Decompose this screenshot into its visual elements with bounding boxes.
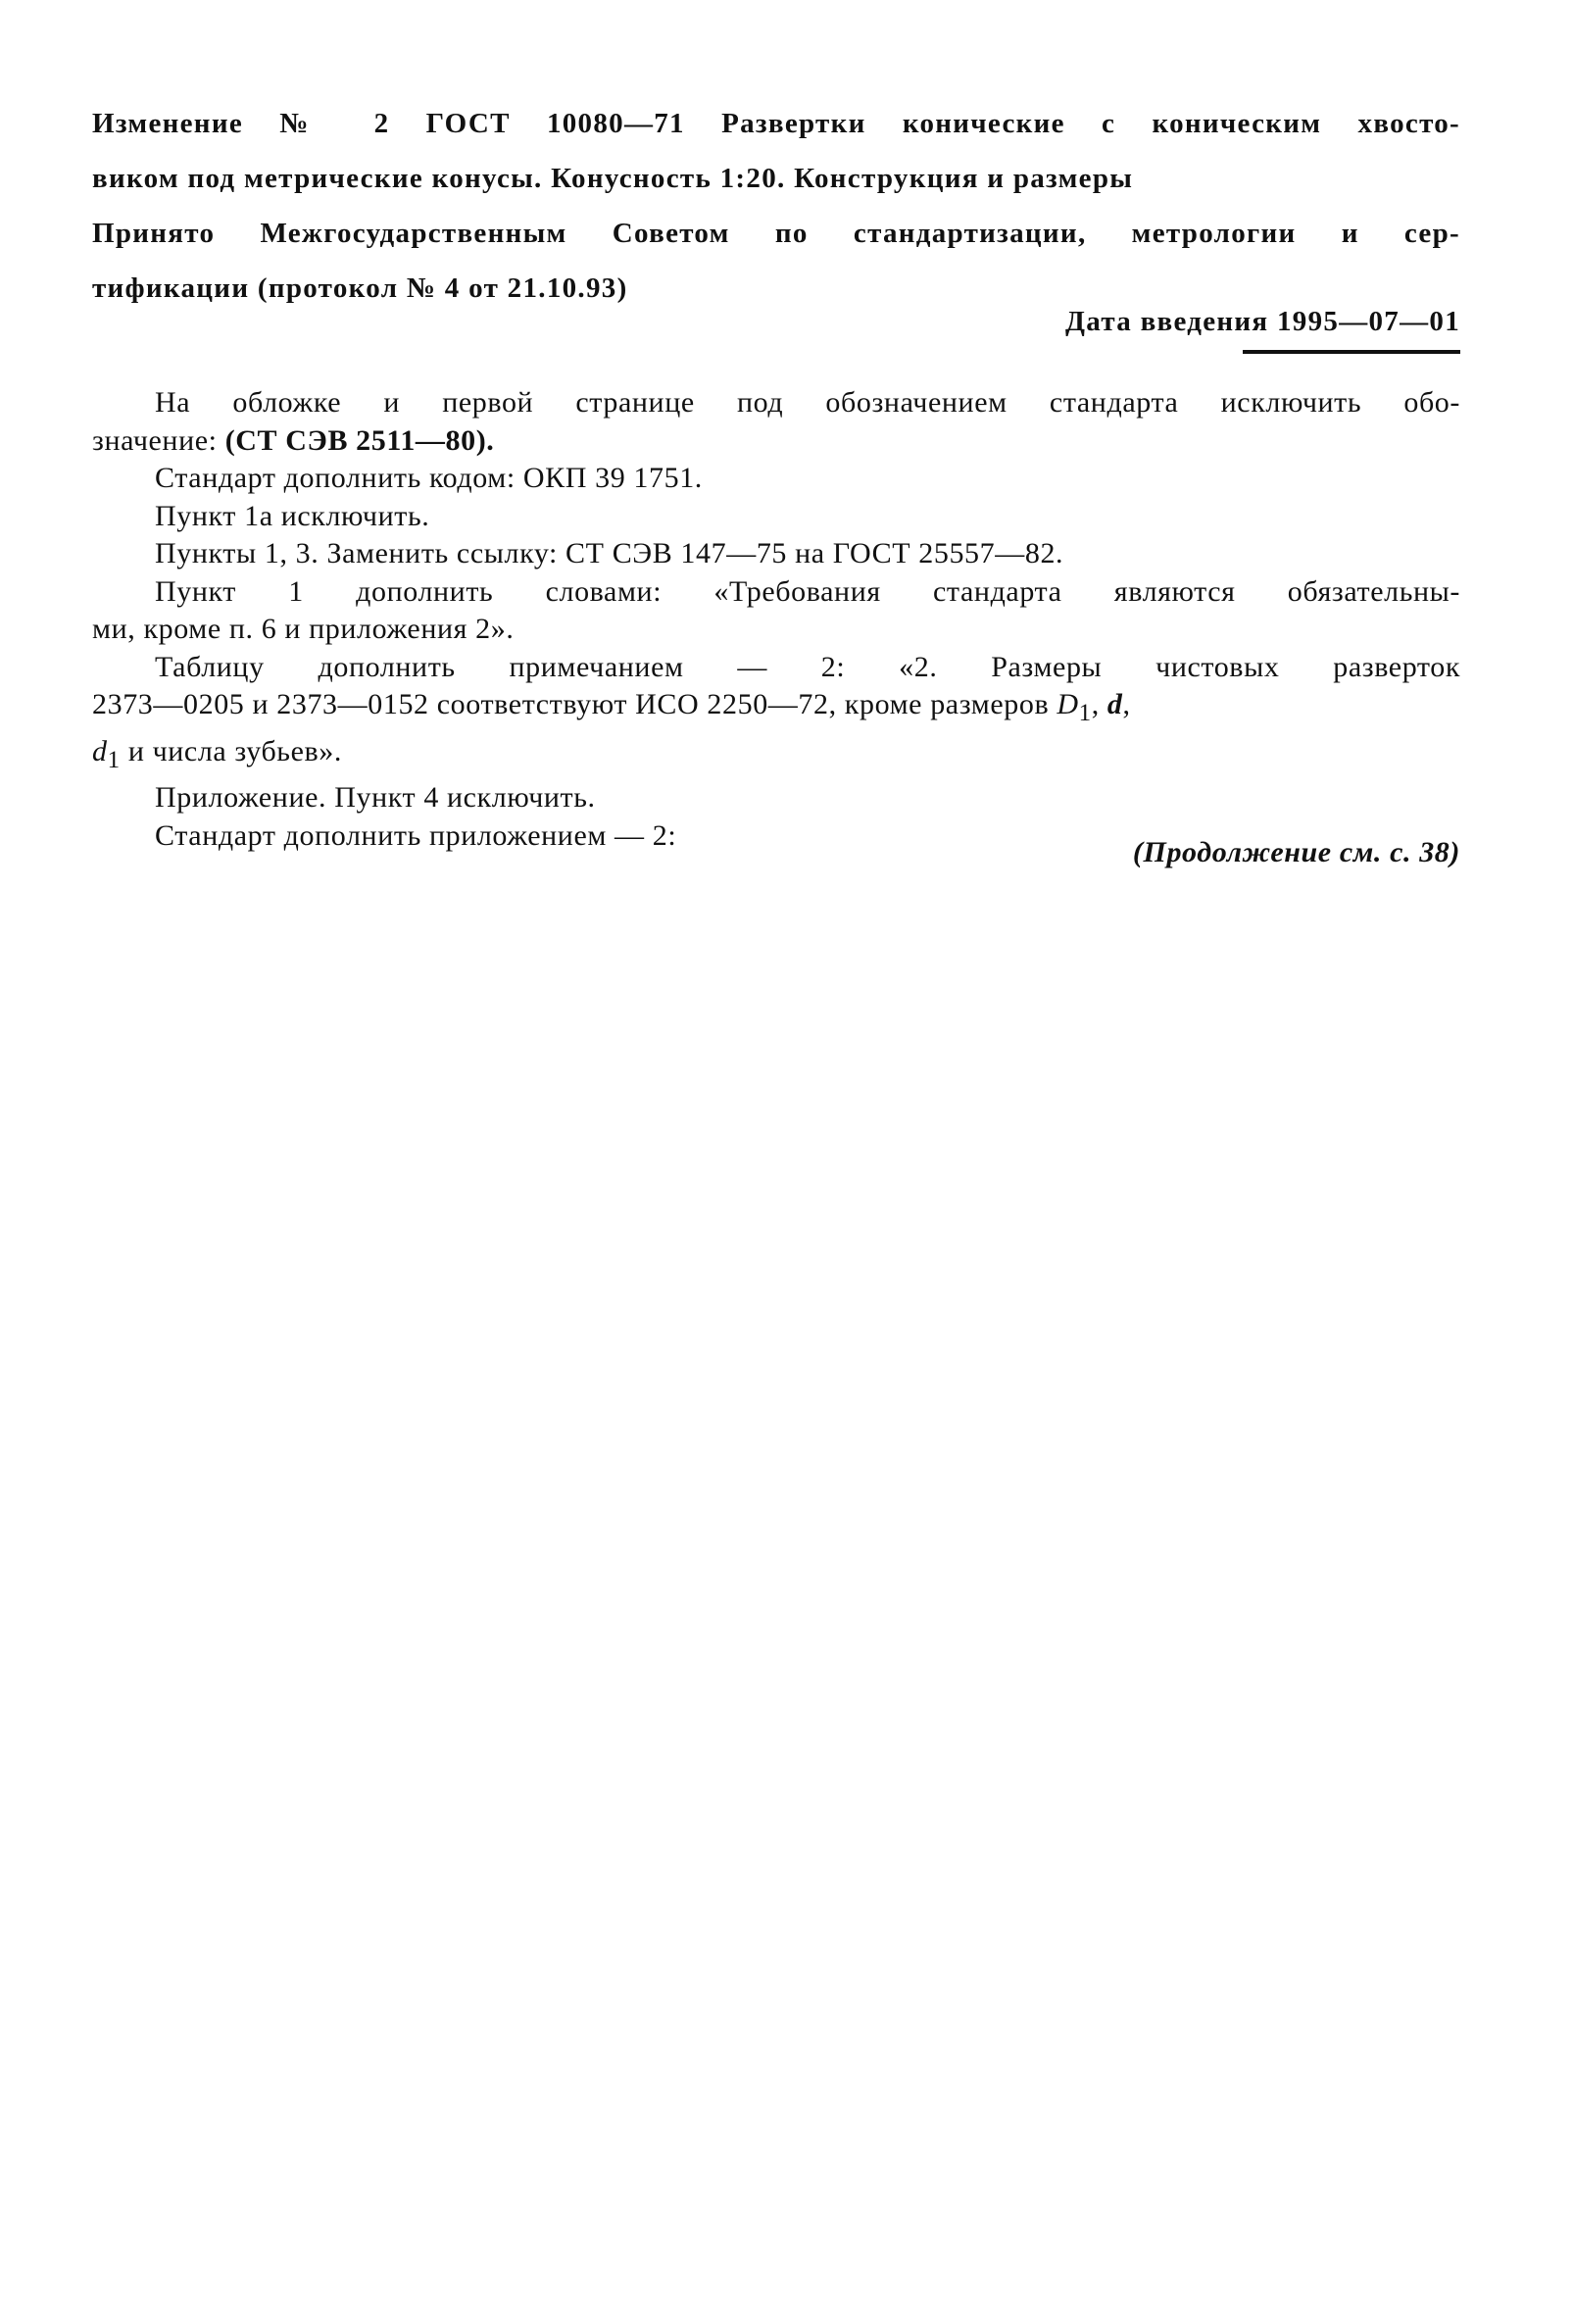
symbol-d1-subscript: 1 <box>107 746 121 773</box>
paragraph-items-1-3: Пункты 1, 3. Заменить ссылку: СТ СЭВ 147—75 на ГОСТ 25557—82. <box>155 537 1064 569</box>
effective-date <box>1065 294 1460 349</box>
symbol-d: d <box>1106 688 1123 720</box>
paragraph-item-1-line-1: Пункт 1 дополнить словами: «Требования стандарта являются обязательны- <box>155 574 1460 608</box>
effective-date-label: Дата введения <box>1065 306 1269 337</box>
paragraph-item-1a: Пункт 1а исключить. <box>155 499 430 532</box>
paragraph-item-1-line-2: ми, кроме п. 6 и приложения 2». <box>92 613 515 645</box>
date-underline <box>1243 350 1460 354</box>
paragraph-table-note-line-3 <box>92 733 1460 780</box>
paragraph-add-appendix-2: Стандарт дополнить приложением — 2: <box>155 818 677 852</box>
symbol-trailing-comma: , <box>1122 688 1131 720</box>
table-note-ending: и числа зубьев». <box>120 734 342 767</box>
table-note-text: 2373—0205 и 2373—0152 соответствуют ИСО 2250—72, кроме размеров <box>92 688 1057 720</box>
change-title-line-1: Изменение № 2 ГОСТ 10080—71 Развертки конические с коническим хвосто- <box>92 108 1460 139</box>
paragraph-table-note-line-1: Таблицу дополнить примечанием — 2: «2. Размеры чистовых разверток <box>155 650 1460 683</box>
adoption-note-line-2: тификации (протокол № 4 от 21.10.93) <box>92 272 628 304</box>
symbol-D1: D <box>1057 688 1079 720</box>
paragraph-cover-line-2 <box>92 422 1460 461</box>
continued-on-page: (Продолжение см. с. 38) <box>1132 836 1460 868</box>
paragraph-cover-prefix: значение: <box>92 423 225 457</box>
paragraph-appendix: Приложение. Пункт 4 исключить. <box>155 781 596 814</box>
change-title <box>92 96 1460 206</box>
change-body <box>92 384 1460 855</box>
effective-date-value: 1995—07—01 <box>1277 306 1460 337</box>
symbol-D1-subscript: 1 <box>1078 700 1092 726</box>
paragraph-cover-line-1: На обложке и первой странице под обозначением стандарта исключить обо- <box>155 386 1460 419</box>
symbol-d1: d <box>92 734 108 767</box>
paragraph-table-note-line-2 <box>92 686 1460 733</box>
paragraph-okp-code: Стандарт дополнить кодом: ОКП 39 1751. <box>155 462 703 494</box>
symbol-separator: , <box>1091 688 1107 720</box>
change-title-line-2: виком под метрические конусы. Конусность 1:20. Конструкция и размеры <box>92 163 1134 194</box>
adoption-note-line-1: Принято Межгосударственным Советом по стандартизации, метрологии и сер- <box>92 218 1460 249</box>
cmea-reference: (СТ СЭВ 2511—80). <box>224 423 495 457</box>
